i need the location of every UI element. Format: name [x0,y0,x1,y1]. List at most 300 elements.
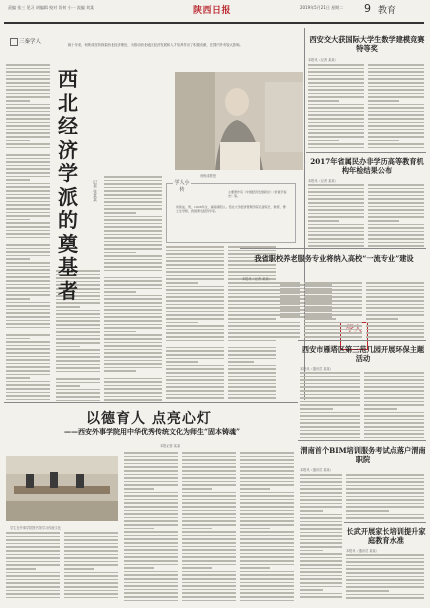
text-line [240,535,294,537]
text-line [346,478,424,480]
text-line [104,388,162,390]
text-line [124,470,178,472]
text-line [368,136,424,138]
text-line [300,528,342,530]
text-line [346,485,424,487]
text-line [300,532,342,534]
text-line [368,104,424,106]
text-line [240,456,294,458]
text-line [124,553,178,555]
text-line [228,354,276,356]
text-line [64,582,118,584]
text-line [6,276,50,278]
text-line [308,125,364,127]
text-line [368,234,424,236]
text-line [308,71,364,73]
text-line [308,107,364,109]
text-line [300,550,323,552]
text-line [182,592,236,594]
text-line [6,71,50,73]
text-line [346,558,424,560]
text-line [6,251,50,253]
text-line [182,499,236,501]
text-line [6,129,50,131]
text-line [182,517,236,519]
text-line [346,586,424,588]
text-line [6,147,50,149]
text-line [104,252,136,254]
text-line [300,383,360,385]
text-line [124,542,178,544]
text-line [308,245,364,247]
text-line [240,474,294,476]
text-line [366,289,424,291]
text-line [104,363,162,365]
text-line [166,264,224,266]
text-line [308,202,364,204]
text-line [6,384,50,386]
text-line [300,401,360,403]
text-line [6,532,60,534]
text-line [6,356,50,358]
masthead-logo: 陕西日报 [193,6,232,16]
text-line [104,244,162,246]
text-line [104,226,162,228]
text-line [308,231,364,233]
text-line [64,532,118,534]
text-line [228,264,276,266]
text-line [368,242,424,244]
sidebar-story-byline: 本报讯（记者 某某） [308,179,338,183]
text-line [346,554,424,556]
text-line [124,510,178,512]
bottom-story-subtitle: ——西安外事学院用中华优秀传统文化为师生“固本铸魂” [64,427,241,436]
text-line [124,567,154,569]
sidebar-story-byline: 本报讯（通讯员 某某） [300,367,333,371]
text-line [346,481,424,483]
text-line [166,268,224,270]
feature-author: 记者 张某某 [93,180,98,202]
text-line [364,379,424,381]
text-line [300,397,360,399]
text-line [242,296,300,298]
text-line [166,296,224,298]
text-line [64,572,118,574]
text-line [368,191,424,193]
text-line [304,332,362,334]
text-line [6,132,50,134]
text-line [6,575,60,577]
text-line [368,68,424,70]
text-line [6,320,50,322]
text-line [182,456,236,458]
sidebar-story-byline: 本报讯（记者 某某） [242,277,272,281]
text-line [308,238,364,240]
text-line [6,248,50,250]
text-line [300,521,342,523]
text-line [6,114,50,116]
sidebar-story-title: 西安市雁塔区第三范几园开展环保主题活动 [301,345,425,363]
text-line [366,282,424,284]
text-line [6,374,50,376]
text-line [6,590,60,592]
text-line [182,531,236,533]
bottom-story-photo [6,456,118,521]
text-line [64,536,118,538]
text-line [6,82,50,84]
text-line [166,329,224,331]
text-line [308,104,364,106]
text-line [56,385,80,387]
text-line [6,75,50,77]
text-line [104,396,162,398]
text-line [240,560,294,562]
text-line [346,503,424,505]
text-line [240,564,294,566]
sidebar-story-byline: 本报讯（记者 某某） [308,58,338,62]
text-line [124,463,178,465]
bottom-story-rule [4,402,298,403]
text-line [366,286,424,288]
text-line [6,284,50,286]
text-line [104,378,162,380]
text-line [368,184,424,186]
text-line [6,190,50,192]
text-line [104,288,162,290]
text-line [64,546,118,548]
bio-tag: 学人小传 [173,180,191,202]
text-line [300,437,360,439]
text-line [240,492,294,494]
text-line [366,304,424,306]
text-line [56,313,100,315]
text-line [308,93,364,95]
text-line [182,549,236,551]
text-line [166,372,224,374]
text-line [166,365,224,367]
text-line [166,397,224,399]
text-line [346,496,424,498]
text-line [346,594,424,596]
column-icon [10,38,18,46]
text-line [366,311,424,313]
text-line [166,322,198,324]
text-line [104,306,162,308]
text-line [56,364,100,366]
text-line [304,286,362,288]
text-line [182,585,236,587]
text-line [166,282,198,284]
text-line [64,575,118,577]
text-line [364,433,424,435]
text-line [300,578,342,580]
text-line [346,576,424,578]
text-line [56,338,100,340]
text-line [6,64,50,66]
text-line [56,382,100,384]
text-line [182,535,236,537]
text-line [166,246,224,248]
text-line [304,311,362,313]
text-line [124,517,178,519]
text-line [368,220,399,222]
text-line [240,463,294,465]
text-line [240,596,294,598]
text-line [6,338,30,340]
text-line [346,514,424,516]
text-line [304,322,362,324]
text-line [124,466,178,468]
text-line [366,318,398,320]
text-line [240,574,294,576]
text-line [104,309,162,311]
text-line [166,383,224,385]
text-line [104,277,162,279]
text-line [124,513,178,515]
text-line [308,143,364,145]
text-line [166,336,224,338]
text-line [6,302,50,304]
text-line [300,560,342,562]
text-line [104,367,162,369]
text-line [304,329,362,331]
text-line [6,352,50,354]
text-line [6,168,50,170]
text-line [166,293,224,295]
text-line [6,316,50,318]
text-line [240,502,294,504]
text-line [166,304,224,306]
text-line [6,107,50,109]
text-line [242,336,300,338]
text-line [300,474,342,476]
text-line [364,383,424,385]
text-line [6,291,50,293]
text-line [300,582,342,584]
text-line [308,122,364,124]
text-line [368,111,424,113]
text-line [366,296,424,298]
text-line [240,600,294,602]
text-line [240,470,294,472]
text-line [304,296,362,298]
text-line [300,485,342,487]
text-line [240,517,294,519]
text-line [308,213,364,215]
text-line [366,293,424,295]
text-line [368,216,424,218]
text-line [368,143,424,145]
text-line [368,93,424,95]
text-line [166,278,224,280]
text-line [308,82,364,84]
text-line [308,64,364,66]
text-line [300,586,342,588]
text-line [240,488,270,490]
text-line [304,293,362,295]
text-line [182,481,236,483]
text-line [104,360,162,362]
text-line [366,336,424,338]
text-line [368,245,424,247]
text-line [166,250,224,252]
text-line [6,366,50,368]
text-line [368,64,424,66]
text-line [182,542,236,544]
text-line [166,325,224,327]
text-line [6,194,50,196]
text-line [64,597,118,599]
text-line [228,340,276,342]
text-line [300,499,342,501]
text-line [368,89,424,91]
text-line [6,359,50,361]
text-line [240,506,294,508]
text-line [240,549,294,551]
text-line [228,397,276,399]
text-line [240,459,294,461]
text-line [182,538,236,540]
text-line [124,582,178,584]
text-line [240,477,294,479]
text-line [228,347,276,349]
text-line [368,195,424,197]
text-line [364,404,424,406]
text-line [300,542,342,544]
text-line [240,582,294,584]
text-line [56,367,100,369]
text-line [104,345,162,347]
text-line [228,350,276,352]
portrait-photo [175,72,303,170]
text-line [300,535,342,537]
text-line [64,543,118,545]
text-line [182,520,236,522]
text-line [366,325,424,327]
text-line [104,399,162,401]
text-line [6,298,30,300]
text-line [104,255,162,257]
text-line [364,437,424,439]
text-line [104,338,162,340]
text-line [6,100,30,102]
text-line [64,554,118,556]
text-line [364,430,424,432]
text-line [308,68,364,70]
text-line [6,305,50,307]
text-line [104,316,162,318]
text-line [368,202,424,204]
text-line [56,353,100,355]
text-line [166,347,224,349]
text-line [166,275,224,277]
text-line [6,269,50,271]
text-line [308,227,364,229]
text-line [364,426,424,428]
text-line [124,546,178,548]
text-line [166,311,224,313]
text-line [300,571,342,573]
text-line [104,208,162,210]
text-line [368,206,424,208]
text-line [300,372,360,374]
text-line [104,180,162,182]
text-line [300,575,342,577]
intro-paragraph: 姚十年来，何炼成坚持探索西北经济理论，为推动西北地区经济发展和人才培养作出了积极贡献，在国内外有较大影响。 [68,43,243,47]
text-line [182,474,236,476]
text-line [166,340,224,342]
text-line [368,118,424,120]
text-line [368,82,424,84]
text-line [56,310,100,312]
text-line [242,293,300,295]
text-line [368,100,399,102]
text-line [166,257,224,259]
text-line [166,350,224,352]
text-line [166,271,224,273]
text-line [300,481,342,483]
text-line [182,574,236,576]
text-line [6,388,50,390]
sidebar-story-title: 渭南首个BIM培训服务考试点落户渭南职院 [300,446,426,464]
text-line [300,593,342,595]
text-line [240,556,294,558]
text-line [104,302,162,304]
text-line [104,234,162,236]
text-line [104,280,162,282]
text-line [6,212,50,214]
text-line [6,312,50,314]
text-line [308,188,364,190]
text-line [104,298,162,300]
text-line [368,147,424,149]
text-line [64,586,118,588]
text-line [300,419,360,421]
text-line [6,93,50,95]
text-line [6,140,30,142]
text-line [228,372,276,374]
text-line [364,401,424,403]
text-line [56,392,100,394]
text-line [64,593,118,595]
text-line [308,147,364,149]
text-line [300,408,333,410]
text-line [242,314,300,316]
text-line [182,596,236,598]
text-line [240,553,294,555]
text-line [368,129,424,131]
column-name: 三秦学人 [19,39,42,45]
text-line [308,184,364,186]
text-line [368,209,424,211]
text-line [6,280,50,282]
text-line [308,89,364,91]
text-line [364,408,397,410]
text-line [242,322,300,324]
text-line [56,317,100,319]
bio-text: 何炼成，男，1928年生，湖南浏阳人。西北大学经济管理学院名誉院长、教授、博士生导师，我国著名经济学家。 [176,205,286,214]
text-line [300,568,342,570]
page-number: 9 [364,2,371,15]
text-line [104,237,162,239]
sidebar-separator [298,440,426,441]
text-line [6,568,36,570]
text-line [104,187,162,189]
text-line [104,327,162,329]
text-line [104,313,162,315]
text-line [6,550,60,552]
text-line [104,331,136,333]
